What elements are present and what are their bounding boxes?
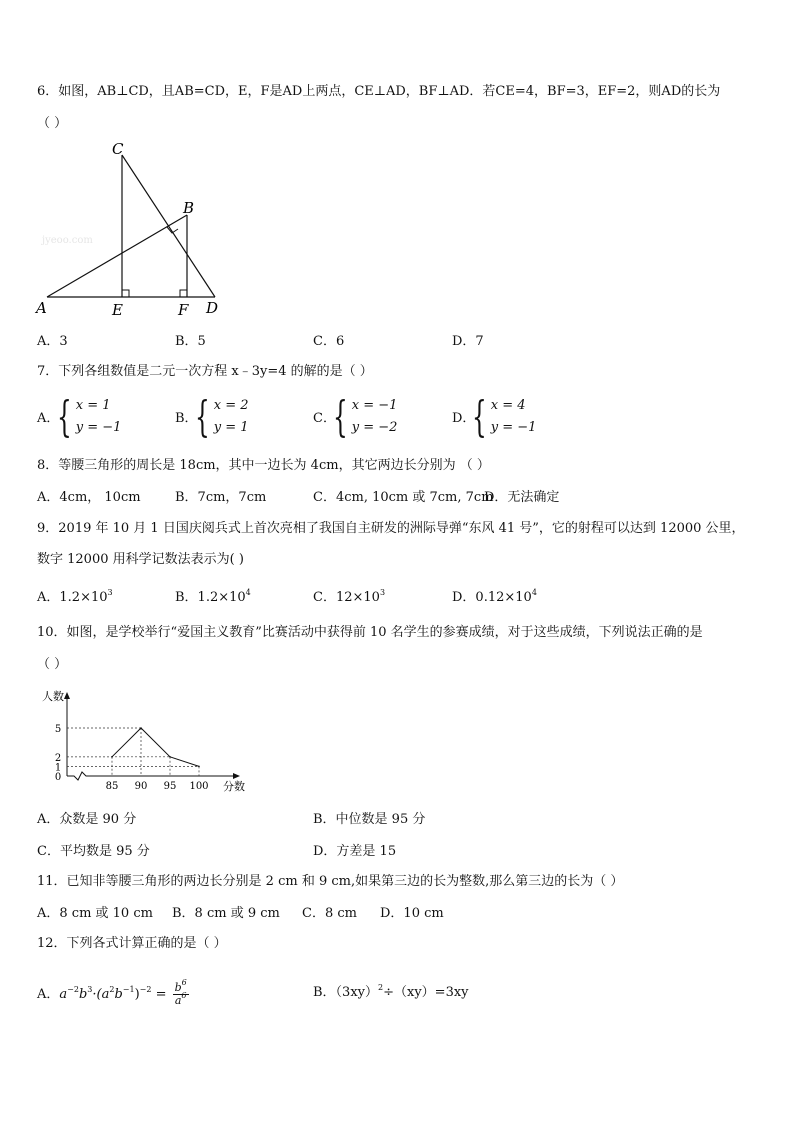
q6-figure — [30, 135, 240, 320]
q9-b-base: B．1.2×10 — [175, 590, 246, 605]
q9-c-base: C．12×10 — [313, 590, 380, 605]
q7-option-d-system[interactable] — [472, 392, 537, 441]
q7-b-x: x = 2 — [213, 398, 249, 413]
q8-option-c[interactable]: C．4cm, 10cm 或 7cm, 7cm — [313, 490, 494, 505]
label-f: F — [178, 301, 189, 319]
q7-a-y: y = −1 — [75, 420, 122, 435]
q10-option-a[interactable]: A．众数是 90 分 — [37, 812, 137, 827]
q9-option-c[interactable] — [313, 589, 385, 607]
chart-point — [169, 756, 171, 758]
q12-b-exp: 2 — [378, 983, 384, 992]
right-angle-e — [122, 290, 129, 297]
brace-icon: { — [195, 392, 210, 441]
q6-stem: 6．如图，AB⊥CD，且AB=CD，E，F是AD上两点，CE⊥AD，BF⊥AD．若CE=4，BF=3，EF=2，则AD的长为 — [37, 84, 721, 99]
q9-option-b[interactable] — [175, 589, 251, 607]
chart-xtick-label: 95 — [163, 781, 177, 792]
q6-paren: （ ） — [37, 116, 68, 131]
q7-c-x: x = −1 — [351, 398, 398, 413]
q12-a-exp4: −1 — [122, 985, 135, 994]
q6-option-d[interactable]: D．7 — [452, 334, 484, 349]
q9-stem-line1: 9．2019 年 10 月 1 日国庆阅兵式上首次亮相了我国自主研发的洲际导弹“东风 41 号”，它的射程可以达到 12000 公里， — [37, 521, 745, 536]
q9-b-exp: 4 — [245, 588, 251, 597]
q10-option-b[interactable]: B．中位数是 95 分 — [313, 812, 426, 827]
q12-a-label: A． — [37, 987, 60, 1002]
q12-a-term2: b — [78, 987, 88, 1002]
q12-a-den: a — [174, 994, 182, 1007]
q11-option-a[interactable]: A．8 cm 或 10 cm — [37, 906, 153, 921]
chart-xtick-label: 85 — [105, 781, 119, 792]
q8-option-a[interactable]: A．4cm， 10cm — [37, 490, 141, 505]
q9-option-d[interactable] — [452, 589, 537, 607]
q12-a-num: b — [174, 981, 182, 994]
segment-cd — [122, 155, 215, 297]
q12-stem: 12．下列各式计算正确的是（ ） — [37, 936, 227, 951]
q9-a-exp: 3 — [107, 588, 113, 597]
q6-option-b[interactable]: B．5 — [175, 334, 206, 349]
chart-point — [198, 766, 200, 768]
segment-ab — [47, 215, 187, 297]
chart-x-axis-broken — [67, 772, 235, 780]
brace-icon: { — [57, 392, 72, 441]
q7-option-d-label[interactable]: D． — [452, 411, 476, 426]
q7-stem: 7．下列各组数值是二元一次方程 x﹣3y=4 的解的是（ ） — [37, 364, 373, 379]
brace-icon: { — [472, 392, 487, 441]
q11-option-b[interactable]: B．8 cm 或 9 cm — [172, 906, 280, 921]
q12-option-b[interactable] — [313, 984, 469, 1002]
right-angle-ab-cd — [167, 227, 178, 233]
q8-stem: 8．等腰三角形的周长是 18cm，其中一边长为 4cm，其它两边长分别为 （ ） — [37, 458, 490, 473]
q6-option-a[interactable]: A．3 — [37, 334, 68, 349]
q12-a-exp1: −2 — [67, 985, 79, 994]
label-d: D — [206, 299, 219, 317]
q7-option-c-system[interactable] — [333, 392, 398, 441]
chart-point — [111, 756, 113, 758]
q7-option-a-label[interactable]: A． — [37, 411, 60, 426]
chart-series-line — [112, 728, 199, 766]
q10-line-chart — [30, 688, 260, 798]
watermark: jyeoo.com — [42, 235, 93, 246]
chart-ytick-label: 5 — [54, 724, 62, 735]
label-c: C — [112, 140, 124, 158]
q12-a-den-exp: 6 — [181, 991, 187, 1000]
q12-a-eq: = — [151, 987, 171, 1002]
q10-stem: 10．如图，是学校举行“爱国主义教育”比赛活动中获得前 10 名学生的参赛成绩，对于这些成绩，下列说法正确的是 — [37, 625, 703, 640]
q7-d-y: y = −1 — [490, 420, 537, 435]
label-a: A — [36, 299, 47, 317]
q7-option-b-system[interactable] — [195, 392, 249, 441]
label-e: E — [112, 301, 123, 319]
q6-option-c[interactable]: C．6 — [313, 334, 345, 349]
q10-option-d[interactable]: D．方差是 15 — [313, 844, 397, 859]
q7-d-x: x = 4 — [490, 398, 526, 413]
brace-icon: { — [333, 392, 348, 441]
q7-a-x: x = 1 — [75, 398, 111, 413]
chart-x-arrow — [233, 773, 240, 779]
chart-xlabel: 分数 — [223, 780, 245, 793]
chart-xtick-label: 100 — [189, 781, 209, 792]
q10-paren: （ ） — [37, 657, 68, 672]
q12-a-fraction — [173, 978, 189, 1007]
q12-a-mid: ·(a — [92, 987, 110, 1002]
q12-b-pre: B．（3xy） — [313, 985, 379, 1000]
label-b: B — [183, 199, 195, 217]
chart-ytick-label: 1 — [54, 762, 62, 774]
q9-option-a[interactable] — [37, 589, 113, 607]
q12-a-exp5: −2 — [139, 985, 152, 994]
q9-d-exp: 4 — [531, 588, 537, 597]
chart-y-arrow — [64, 692, 70, 699]
q11-option-d[interactable]: D．10 cm — [380, 906, 444, 921]
chart-xtick-label: 90 — [134, 781, 148, 792]
q12-a-exp3: 2 — [109, 985, 115, 994]
q12-option-a[interactable] — [37, 978, 189, 1007]
chart-ytick-label: 0 — [54, 772, 62, 783]
q7-option-b-label[interactable]: B． — [175, 411, 198, 426]
q9-a-base: A．1.2×10 — [37, 590, 108, 605]
chart-ytick-label: 2 — [54, 752, 62, 764]
q8-option-b[interactable]: B．7cm，7cm — [175, 490, 267, 505]
q9-d-base: D．0.12×10 — [452, 590, 532, 605]
q12-a-exp2: 3 — [87, 985, 93, 994]
q9-stem-line2: 数字 12000 用科学记数法表示为( ) — [37, 552, 244, 567]
q7-option-a-system[interactable] — [57, 392, 122, 441]
q12-a-term: a — [59, 987, 68, 1002]
q7-c-y: y = −2 — [351, 420, 398, 435]
q11-stem: 11．已知非等腰三角形的两边长分别是 2 cm 和 9 cm,如果第三边的长为整数,那么第三边的长为（ ） — [37, 874, 624, 889]
q8-option-d[interactable]: D．无法确定 — [484, 490, 560, 505]
q12-a-term4: b — [114, 987, 123, 1002]
q12-a-close: ) — [134, 987, 140, 1002]
q11-option-c[interactable]: C．8 cm — [302, 906, 357, 921]
q10-option-c[interactable]: C．平均数是 95 分 — [37, 844, 150, 859]
chart-ylabel: 人数 — [42, 690, 64, 703]
q7-b-y: y = 1 — [213, 420, 249, 435]
q7-option-c-label[interactable]: C． — [313, 411, 336, 426]
chart-point — [140, 727, 142, 729]
q9-c-exp: 3 — [379, 588, 386, 597]
q12-a-num-exp: 6 — [181, 978, 187, 987]
right-angle-f — [180, 290, 187, 297]
q12-b-post: ÷（xy）=3xy — [383, 985, 469, 1000]
